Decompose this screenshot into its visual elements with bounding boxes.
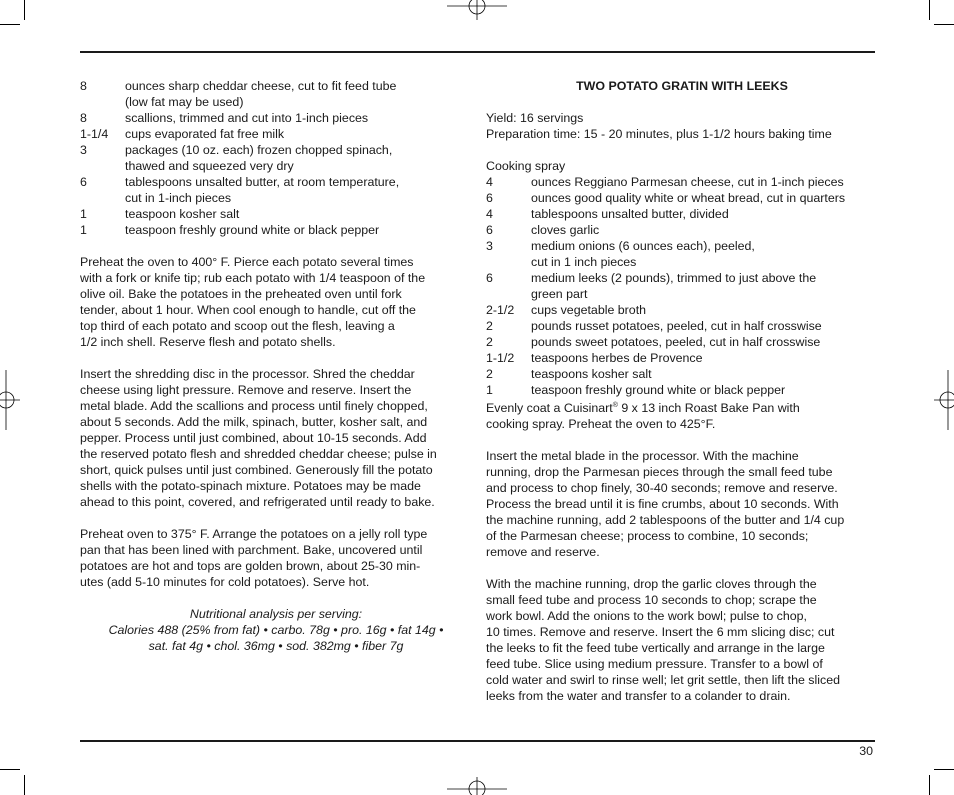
cooking-spray: Cooking spray: [486, 159, 566, 173]
paragraph-line: olive oil. Bake the potatoes in the preheated oven until fork: [80, 287, 402, 301]
ingredient-row: [80, 174, 472, 206]
ingredient-row: [486, 270, 878, 302]
ingredient-line: cut in 1-inch pieces: [125, 191, 232, 205]
paragraph-line: leeks from the water and transfer to a colander to drain.: [486, 689, 791, 704]
ingredient-qty: 8: [80, 111, 87, 125]
instruction-paragraph: [80, 366, 472, 510]
ingredient-list: [486, 174, 878, 398]
paragraph-line: the reserved potato flesh and shredded cheddar cheese; pulse in: [80, 447, 437, 461]
recipe-prep-time: Preparation time: 15 - 20 minutes, plus 1-1/2 hours baking time: [486, 127, 832, 141]
ingredient-qty: 3: [486, 239, 493, 253]
paragraph-line: running, drop the Parmesan pieces through the small feed tube: [486, 465, 833, 480]
paragraph-line: top third of each potato and scoop out the flesh, leaving a: [80, 319, 395, 333]
ingredient-qty: 4: [486, 175, 493, 189]
ingredient-qty: 6: [486, 271, 493, 285]
ingredient-text: [531, 222, 878, 238]
ingredient-row: [486, 238, 878, 270]
crop-mark: [929, 775, 930, 795]
nutrition-line: Nutritional analysis per serving:: [189, 607, 363, 621]
ingredient-qty: 1-1/2: [486, 351, 515, 365]
ingredient-line: ounces good quality white or wheat bread, cut in quarters: [531, 191, 846, 205]
paragraph-line: 1/2 inch shell. Reserve flesh and potato shells.: [80, 335, 336, 349]
paragraph-line: cold water and swirl to rinse well; let grit settle, then lift the sliced: [486, 673, 840, 688]
ingredient-qty: 2-1/2: [486, 303, 515, 317]
paragraph-line: ahead to this point, covered, and refrigerated until ready to bake.: [80, 495, 435, 509]
ingredient-text: [125, 110, 472, 126]
recipe-yield: Yield: 16 servings: [486, 111, 584, 125]
registration-mark-top: [447, 0, 507, 22]
ingredient-text: [531, 302, 878, 318]
paragraph-line: feed tube. Slice using medium pressure. Transfer to a bowl of: [486, 657, 823, 672]
ingredient-text: [531, 366, 878, 382]
ingredient-row: [486, 350, 878, 366]
registration-mark-right: [932, 370, 954, 430]
paragraph-line: Insert the shredding disc in the processor. Shred the cheddar: [80, 367, 415, 381]
paragraph-line: remove and reserve.: [486, 545, 600, 560]
ingredient-qty: 4: [486, 207, 493, 221]
ingredient-line: tablespoons unsalted butter, divided: [531, 207, 729, 221]
ingredient-qty: 1-1/4: [80, 127, 109, 141]
paragraph-line: about 5 seconds. Add the milk, spinach, butter, kosher salt, and: [80, 415, 428, 429]
page-number: 30: [859, 744, 873, 758]
paragraph-line: pan that has been lined with parchment. Bake, uncovered until: [80, 543, 423, 557]
coat-pan-instruction: cooking spray. Preheat the oven to 425°F.: [486, 417, 716, 432]
ingredient-line: teaspoon freshly ground white or black pepper: [125, 223, 380, 237]
ingredient-line: medium onions (6 ounces each), peeled,: [531, 239, 755, 253]
ingredient-row: [80, 142, 472, 174]
crop-mark: [934, 769, 954, 770]
registration-mark-bottom: [447, 775, 507, 795]
ingredient-row: [486, 174, 878, 190]
paragraph-line: work bowl. Add the onions to the work bowl; pulse to chop,: [486, 609, 807, 624]
paragraph-line: utes (add 5-10 minutes for cold potatoes). Serve hot.: [80, 575, 370, 589]
ingredient-line: cups evaporated fat free milk: [125, 127, 285, 141]
ingredient-row: [80, 126, 472, 142]
ingredient-line: (low fat may be used): [125, 95, 244, 109]
right-column: [486, 78, 878, 704]
ingredient-line: teaspoons kosher salt: [531, 367, 652, 381]
ingredient-qty: 1: [486, 383, 493, 397]
ingredient-line: ounces sharp cheddar cheese, cut to fit feed tube: [125, 79, 397, 93]
ingredient-row: [80, 78, 472, 110]
ingredient-row: [486, 190, 878, 206]
ingredient-line: pounds sweet potatoes, peeled, cut in half crosswise: [531, 335, 821, 349]
ingredient-row: [486, 366, 878, 382]
paragraph-line: Preheat oven to 375° F. Arrange the potatoes on a jelly roll type: [80, 527, 428, 541]
paragraph-line: metal blade. Add the scallions and process until finely chopped,: [80, 399, 428, 413]
ingredient-row: [486, 302, 878, 318]
ingredient-text: [531, 190, 878, 206]
coat-pan-text: 9 x 13 inch Roast Bake Pan with: [617, 401, 800, 416]
ingredient-qty: 1: [80, 207, 87, 221]
ingredient-text: [125, 206, 472, 222]
paragraph-line: with a fork or knife tip; rub each potato with 1/4 teaspoon of the: [80, 271, 426, 285]
ingredient-line: pounds russet potatoes, peeled, cut in half crosswise: [531, 319, 822, 333]
registered-mark: ®: [612, 402, 618, 409]
ingredient-text: [531, 270, 878, 302]
ingredient-line: teaspoon freshly ground white or black pepper: [531, 383, 786, 397]
instruction-paragraph: [80, 526, 472, 590]
ingredient-text: [531, 174, 878, 190]
ingredient-qty: 2: [486, 319, 493, 333]
paragraph-line: 10 times. Remove and reserve. Insert the 6 mm slicing disc; cut: [486, 625, 835, 640]
ingredient-text: [125, 174, 472, 206]
ingredient-text: [531, 334, 878, 350]
ingredient-qty: 2: [486, 335, 493, 349]
paragraph-line: potatoes are hot and tops are golden brown, about 25-30 min-: [80, 559, 421, 573]
ingredient-text: [531, 350, 878, 366]
paragraph-line: shells with the potato-spinach mixture. Potatoes may be made: [80, 479, 421, 493]
ingredient-line: medium leeks (2 pounds), trimmed to just above the: [531, 271, 817, 285]
ingredient-row: [80, 206, 472, 222]
ingredient-qty: 6: [486, 191, 493, 205]
ingredient-text: [531, 318, 878, 334]
ingredient-row: [486, 206, 878, 222]
nutrition-analysis: [80, 606, 472, 654]
ingredient-text: [125, 78, 472, 110]
crop-mark: [0, 24, 20, 25]
nutrition-line: sat. fat 4g • chol. 36mg • sod. 382mg • fiber 7g: [148, 639, 404, 653]
ingredient-row: [80, 110, 472, 126]
crop-mark: [24, 775, 25, 795]
crop-mark: [0, 769, 20, 770]
ingredient-row: [486, 334, 878, 350]
paragraph-line: the machine running, add 2 tablespoons of the butter and 1/4 cup: [486, 513, 845, 528]
ingredient-line: green part: [531, 287, 588, 301]
ingredient-line: scallions, trimmed and cut into 1-inch pieces: [125, 111, 369, 125]
ingredient-line: teaspoon kosher salt: [125, 207, 240, 221]
recipe-title: TWO POTATO GRATIN WITH LEEKS: [576, 79, 788, 93]
ingredient-text: [125, 126, 472, 142]
coat-pan-text: Evenly coat a Cuisinart: [486, 401, 613, 416]
ingredient-text: [531, 382, 878, 398]
ingredient-text: [531, 206, 878, 222]
crop-mark: [929, 0, 930, 20]
left-column: [80, 78, 472, 654]
paragraph-line: Preheat the oven to 400° F. Pierce each potato several times: [80, 255, 414, 269]
ingredient-list: [80, 78, 472, 238]
ingredient-line: ounces Reggiano Parmesan cheese, cut in 1-inch pieces: [531, 175, 844, 189]
paragraph-line: short, quick pulses until just combined. Generously fill the potato: [80, 463, 433, 477]
bottom-rule: [80, 740, 875, 742]
ingredient-line: packages (10 oz. each) frozen chopped spinach,: [125, 143, 393, 157]
registration-mark-left: [0, 370, 22, 430]
paragraph-line: tender, about 1 hour. When cool enough to handle, cut off the: [80, 303, 416, 317]
crop-mark: [24, 0, 25, 20]
ingredient-text: [125, 142, 472, 174]
paragraph-line: of the Parmesan cheese; process to combine, 10 seconds;: [486, 529, 809, 544]
ingredient-line: cloves garlic: [531, 223, 600, 237]
ingredient-qty: 6: [80, 175, 87, 189]
paragraph-line: and process to chop finely, 30-40 seconds; remove and reserve.: [486, 481, 838, 496]
paragraph-line: small feed tube and process 10 seconds to chop; scrape the: [486, 593, 817, 608]
paragraph-line: pepper. Process until just combined, about 10-15 seconds. Add: [80, 431, 427, 445]
paragraph-line: Process the bread until it is fine crumbs, about 10 seconds. With: [486, 497, 839, 512]
ingredient-row: [486, 318, 878, 334]
ingredient-row: [80, 222, 472, 238]
coat-pan-instruction: [486, 398, 878, 416]
ingredient-qty: 3: [80, 143, 87, 157]
ingredient-line: thawed and squeezed very dry: [125, 159, 294, 173]
ingredient-qty: 1: [80, 223, 87, 237]
ingredient-qty: 8: [80, 79, 87, 93]
ingredient-qty: 6: [486, 223, 493, 237]
top-rule: [80, 51, 875, 53]
ingredient-qty: 2: [486, 367, 493, 381]
ingredient-row: [486, 382, 878, 398]
instruction-paragraph: [80, 254, 472, 350]
paragraph-line: cheese using light pressure. Remove and reserve. Insert the: [80, 383, 412, 397]
ingredient-text: [125, 222, 472, 238]
instruction-paragraph: [486, 448, 878, 560]
nutrition-line: Calories 488 (25% from fat) • carbo. 78g • pro. 16g • fat 14g •: [108, 623, 444, 637]
ingredient-line: cups vegetable broth: [531, 303, 647, 317]
crop-mark: [934, 24, 954, 25]
ingredient-line: teaspoons herbes de Provence: [531, 351, 703, 365]
ingredient-row: [486, 222, 878, 238]
paragraph-line: the leeks to fit the feed tube vertically and arrange in the large: [486, 641, 825, 656]
ingredient-line: cut in 1 inch pieces: [531, 255, 637, 269]
paragraph-line: Insert the metal blade in the processor. With the machine: [486, 449, 799, 464]
ingredient-line: tablespoons unsalted butter, at room temperature,: [125, 175, 400, 189]
instruction-paragraph: [486, 576, 878, 704]
paragraph-line: With the machine running, drop the garlic cloves through the: [486, 577, 817, 592]
ingredient-text: [531, 238, 878, 270]
